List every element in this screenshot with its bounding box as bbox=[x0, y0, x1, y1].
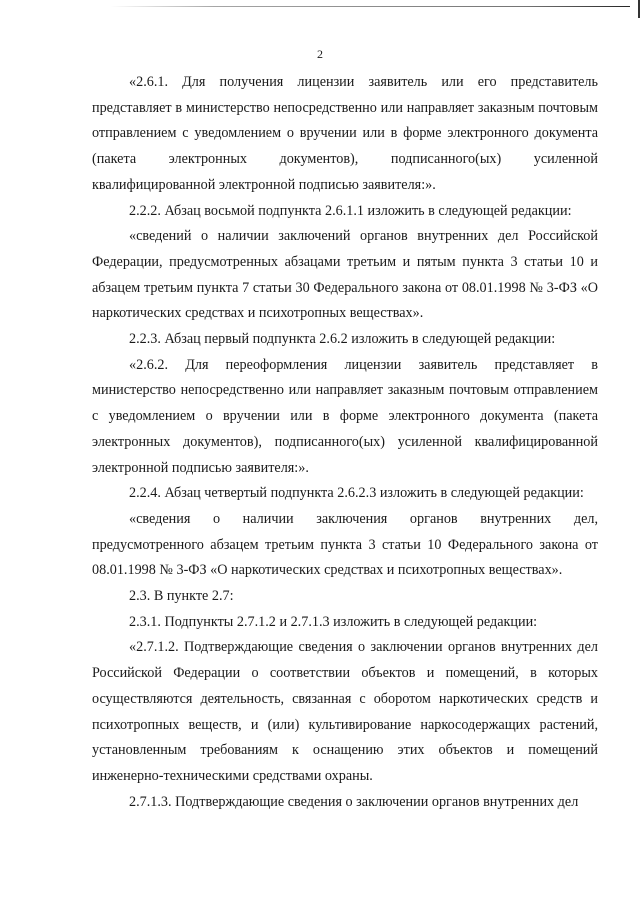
paragraph-2-3-1: 2.3.1. Подпункты 2.7.1.2 и 2.7.1.3 изложить в следующей редакции: bbox=[129, 613, 538, 630]
paragraph-2-2-4: 2.2.4. Абзац четвертый подпункта 2.6.2.3 изложить в следующей редакции: bbox=[129, 485, 584, 502]
page-number: 2 bbox=[317, 47, 323, 61]
paragraph-svedeniya: «сведения о наличии заключения органов внутренних дел, предусмотренного абзацем третьим пункта 3 статьи 10 Федерального закона от 08.01.1998 № 3-ФЗ «О наркотических средствах и психотропных веществах». bbox=[92, 510, 598, 579]
paragraph-2-7-1-2: «2.7.1.2. Подтверждающие сведения о заключении органов внутренних дел Российской Федерации о соответствии объектов и помещений, в которых осуществляются деятельность, связанная с оборотом наркотических средств и психотропных веществ, и (или) культивирование наркосодержащих растений, установленным требованиям к оснащению этих объектов и помещений инженерно-техническими средствами охраны. bbox=[92, 639, 598, 784]
paragraph-2-6-2: «2.6.2. Для переоформления лицензии заявитель представляет в министерство непосредственно или направляет заказным почтовым отправлением с уведомлением о вручении или в форме электронного документа (пакета электронных документов), подписанного(ых) усиленной квалифицированной электронной подписью заявителя:». bbox=[92, 356, 598, 476]
document-body bbox=[92, 70, 598, 815]
paragraph-2-2-2: 2.2.2. Абзац восьмой подпункта 2.6.1.1 изложить в следующей редакции: bbox=[129, 202, 572, 219]
paragraph-2-6-1: «2.6.1. Для получения лицензии заявитель или его представитель представляет в министерство непосредственно или направляет заказным почтовым отправлением с уведомлением о вручении или в форме электронного документа (пакета электронных документов), подписанного(ых) усиленной квалифицированной электронной подписью заявителя:». bbox=[92, 74, 598, 193]
paragraph-2-2-3: 2.2.3. Абзац первый подпункта 2.6.2 изложить в следующей редакции: bbox=[129, 331, 556, 348]
paragraph-2-7-1-3: 2.7.1.3. Подтверждающие сведения о заключении органов внутренних дел bbox=[129, 793, 579, 810]
paragraph-svedeniy: «сведений о наличии заключений органов внутренних дел Российской Федерации, предусмотренных абзацами третьим и пятым пункта 3 статьи 10 и абзацем третьим пункта 7 статьи 30 Федерального закона от 08.01.1998 № 3-ФЗ «О наркотических средствах и психотропных веществах». bbox=[92, 228, 598, 322]
scan-edge-line bbox=[110, 6, 630, 7]
paragraph-2-3: 2.3. В пункте 2.7: bbox=[129, 588, 234, 605]
